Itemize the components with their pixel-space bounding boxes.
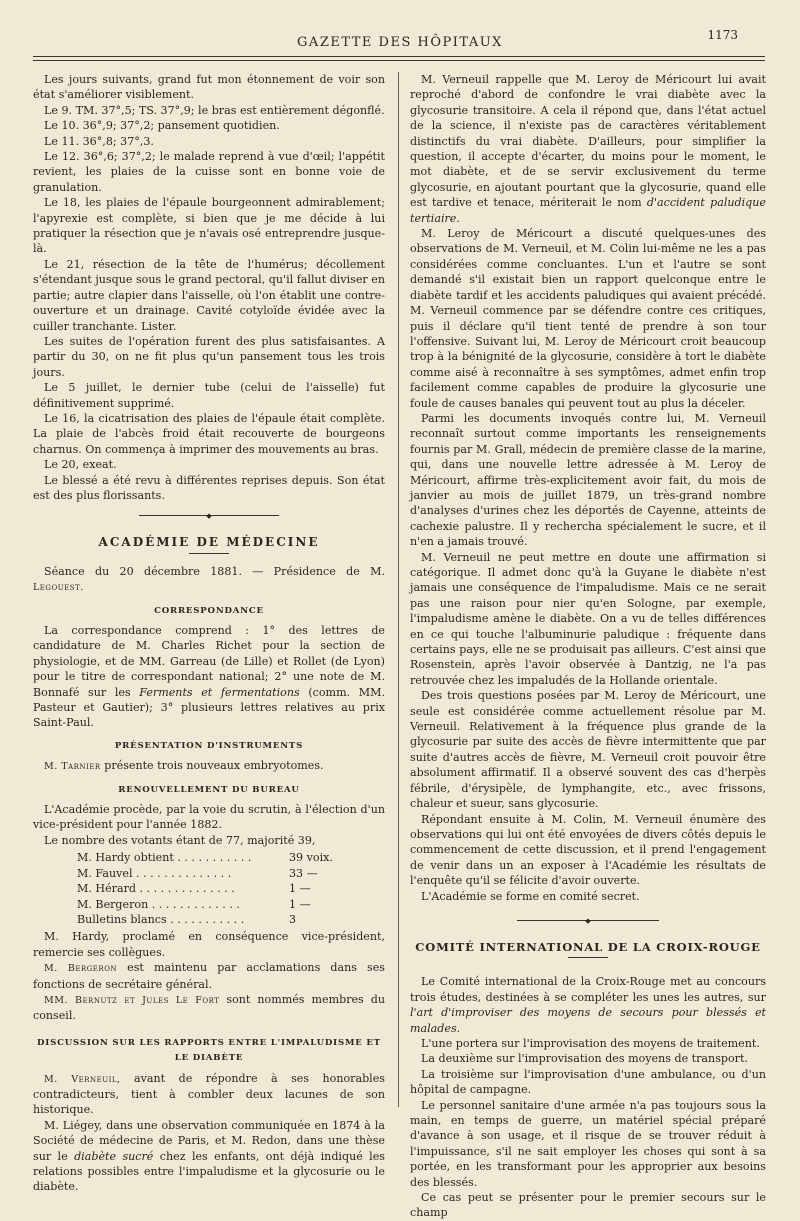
- running-title: GAZETTE DES HÔPITAUX: [297, 35, 503, 50]
- italic-title: l'art d'improviser des moyens de secours pour blessés et malades.: [410, 1006, 766, 1035]
- italic-term: d'accident paludique tertiaire.: [410, 196, 766, 225]
- speaker-name: M. Tarnier: [44, 761, 101, 773]
- text-span: M. Verneuil rappelle que M. Leroy de Méricourt lui avait reproché d'abord de confondre le vrai diabète avec la glycosurie transitoire. A cela il répond que, dans l'état actuel de la science, il n'existe pas de caractères véritablement distinctifs du vrai diabète. D'ailleurs, pour simplifier la question, il accepte d'écarter, du moins pour le moment, le mot diabète, et de se servir exclusivement du terme glycosurie, en ajoutant pourtant que la glycosurie, quand elle est tardive et tenace, mériterait le nom: [410, 73, 766, 210]
- vote-row: [77, 881, 337, 896]
- vote-name: M. Hardy obtient . . . . . . . . . . .: [77, 851, 252, 865]
- vote-row: [77, 866, 337, 881]
- section-separator: [410, 914, 766, 926]
- paragraph: Le 5 juillet, le dernier tube (celui de l'aisselle) fut définitivement supprimé.: [33, 381, 385, 410]
- italic-term: diabète sucré: [74, 1149, 154, 1163]
- paragraph: L'une portera sur l'improvisation des moyens de traitement.: [421, 1036, 760, 1050]
- text-span: est maintenu par acclamations dans ses fonctions de secrétaire général.: [33, 961, 385, 991]
- vote-name: M. Fauvel . . . . . . . . . . . . . .: [77, 866, 232, 880]
- paragraph: [33, 1118, 385, 1195]
- right-column: [410, 72, 766, 1221]
- page-number: 1173: [707, 28, 738, 42]
- section-separator: [33, 509, 385, 521]
- speaker-name: M. Verneuil,: [44, 1073, 121, 1085]
- president-name: Legouest.: [33, 582, 84, 594]
- speaker-name: M. Bergeron: [44, 963, 118, 975]
- paragraph: Des trois questions posées par M. Leroy de Méricourt, une seule est considérée comme actuellement résolue par M. Verneuil. Relativement à la fréquence plus grande de la glycosurie par suite des accès de fièvre intermittente que par suite d'autres accès de fièvre, M. Verneuil croit pouvoir être absolument affirmatif. Il a observé souvent des cas d'herpès fébrile, d'érysipèle, de lymphangite, etc., avec frissons, chaleur et sueur, sans glycosurie.: [410, 689, 766, 811]
- header-rule-bottom: [33, 60, 765, 61]
- paragraph: [33, 960, 385, 992]
- subsection-title: CORRESPONDANCE: [154, 605, 264, 616]
- vote-row: [77, 897, 337, 912]
- text-span: Le Comité international de la Croix-Rouge met au concours trois études, destinées à se compléter les unes les autres, sur: [410, 975, 766, 1004]
- paragraph: Les suites de l'opération furent des plus satisfaisantes. A partir du 30, on ne fit plus qu'un pansement tous les trois jours.: [33, 334, 385, 379]
- paragraph: [410, 974, 766, 1036]
- paragraph: Le 18, les plaies de l'épaule bourgeonnent admirablement; l'apyrexie est complète, si bien que je me décide à lui pratiquer la résection que je n'avais osé entreprendre jusque-là.: [33, 196, 385, 256]
- paragraph: Le 20, exeat.: [44, 458, 117, 472]
- paragraph: Le blessé a été revu à différentes reprises depuis. Son état est des plus florissants.: [33, 473, 385, 502]
- paragraph: Le nombre des votants étant de 77, majorité 39,: [44, 833, 316, 847]
- title-underline: [568, 957, 608, 958]
- vote-count: 1 —: [289, 882, 311, 896]
- paragraph: La troisième sur l'improvisation d'une ambulance, ou d'un hôpital de campagne.: [410, 1067, 766, 1097]
- paragraph: L'Académie se forme en comité secret.: [421, 889, 640, 903]
- text-span: présente trois nouveaux embryotomes.: [100, 759, 324, 773]
- vote-name: M. Hérard . . . . . . . . . . . . . .: [77, 882, 235, 896]
- vote-table: [77, 850, 385, 927]
- paragraph: Les jours suivants, grand fut mon étonnement de voir son état s'améliorer visiblement.: [33, 73, 385, 102]
- paragraph: La deuxième sur l'improvisation des moyens de transport.: [421, 1052, 748, 1066]
- text-span: La correspondance comprend : 1° des lettres de candidature de M. Charles Richet pour la section de physiologie, et de MM. Garreau (de Lille) et Rollet (de Lyon) pour le titre de correspondant national; 2° une note de M. Bonnafé sur les: [33, 624, 385, 699]
- paragraph: Parmi les documents invoqués contre lui, M. Verneuil reconnaît surtout comme importants les renseignements fournis par M. Grall, médecin de première classe de la marine, qui, dans une nouvelle lettre adressée à M. Leroy de Méricourt, affirme très-explicitement avoir fait, du mois de janvier au mois de juillet 1879, un très-grand nombre d'analyses d'urines chez les déportés de Cayenne, atteints de cachexie palustre. Il y rechercha spécialement le sucre, et il n'en a jamais trouvé.: [410, 411, 766, 549]
- session-prefix: Séance du 20 décembre 1881. — Présidence de M.: [44, 564, 385, 578]
- vote-row: [77, 912, 337, 927]
- left-column: [33, 72, 385, 1195]
- header-rule-top: [33, 56, 765, 57]
- paragraph: [33, 758, 385, 774]
- title-underline: [189, 553, 229, 554]
- paragraph: [33, 1071, 385, 1118]
- temperature-line: Le 9. TM. 37°,5; TS. 37°,9; le bras est entièrement dégonflé.: [44, 103, 385, 117]
- paragraph: M. Verneuil ne peut mettre en doute une affirmation si catégorique. Il admet donc qu'à la Guyane le diabète n'est jamais une conséquence de l'impaludisme. Mais ce ne serait pas une raison pour nier qu'en Sologne, par exemple, l'impaludisme amène le diabète. On a vu de telles différences en ce qui touche l'albuminurie paludique : fréquente dans certains pays, elle ne se produisait pas ailleurs. C'est ainsi que Rosenstein, après l'avoir observée à Dantzig, ne l'a pas retrouvée chez les impaludés de la Hollande orientale.: [410, 550, 766, 687]
- vote-row: [77, 850, 337, 865]
- section-title-academie: ACADÉMIE DE MÉDECINE: [98, 535, 320, 550]
- temperature-line: Le 11. 36°,8; 37°,3.: [44, 134, 154, 148]
- vote-count: 1 —: [289, 897, 311, 911]
- vote-name: Bulletins blancs . . . . . . . . . . .: [77, 912, 245, 926]
- paragraph: Ce cas peut se présenter pour le premier secours sur le champ: [410, 1191, 766, 1220]
- vote-count: 3: [289, 912, 297, 926]
- section-title-croix-rouge: COMITÉ INTERNATIONAL DE LA CROIX-ROUGE: [415, 939, 761, 954]
- paragraph: Le 21, résection de la tête de l'humérus; décollement s'étendant jusque sous le grand pectoral, qu'il fallut diviser en partie; autre clapier dans l'aisselle, où l'on établit une contre-ouverture et un drainage. Cavité cotyloïde évidée avec la cuiller tranchante. Lister.: [33, 257, 385, 333]
- column-divider: [398, 72, 399, 1107]
- paragraph: M. Leroy de Méricourt a discuté quelques-unes des observations de M. Verneuil, et M. Colin lui-même ne les a pas considérées comme concluantes. L'un et l'autre se sont demandé s'il existait bien un rapport quelconque entre le diabète tardif et les accidents paludiques qui avaient précédé. M. Verneuil commence par se défendre contre ces critiques, puis il déclare qu'il tient tenté de prendre à son tour l'offensive. Suivant lui, M. Leroy de Méricourt croit beaucoup trop à la bénignité de la glycosurie, considère à tort le diabète comme aisé à reconnaître à ses symptômes, admet enfin trop facilement comme capables de produire la glycosurie une foule de causes banales qui peuvent tout au plus la déceler.: [410, 227, 766, 410]
- text-span: avant de répondre à ses honorables contradicteurs, tient à combler deux lacunes de son historique.: [33, 1071, 385, 1117]
- paragraph: [410, 72, 766, 226]
- text-span: M. Liégey, dans une observation communiquée en 1874 à la Société de médecine de Paris, et M. Redon, dans une thèse sur le: [33, 1118, 385, 1163]
- temperature-line: Le 10. 36°,9; 37°,2; pansement quotidien.: [44, 119, 280, 133]
- vote-count: 33 —: [289, 866, 318, 880]
- italic-title: Ferments et fermentations: [139, 685, 300, 699]
- temperature-line: Le 12. 36°,6; 37°,2; le malade reprend à vue d'œil; l'appétit revient, les plaies de la cuisse sont en bonne voie de granulation.: [33, 150, 385, 194]
- paragraph: M. Hardy, proclamé en conséquence vice-président, remercie ses collègues.: [33, 930, 385, 959]
- text-span: (comm. MM. Pasteur et Gautier); 3° plusieurs lettres relatives au prix Saint-Paul.: [33, 685, 386, 730]
- subsection-title: PRÉSENTATION D'INSTRUMENTS: [114, 740, 304, 751]
- vote-count: 39 voix.: [289, 851, 333, 865]
- text-span: chez les enfants, ont déjà indiqué les relations possibles entre l'impaludisme et la glycosurie ou le diabète.: [33, 1149, 385, 1194]
- session-line: [33, 564, 385, 596]
- subsection-title: RENOUVELLEMENT DU BUREAU: [118, 784, 300, 795]
- text-span: sont nommés membres du conseil.: [33, 992, 385, 1023]
- paragraph: L'Académie procède, par la voie du scrutin, à l'élection d'un vice-président pour l'année 1882.: [33, 803, 385, 832]
- paragraph: [33, 623, 385, 731]
- paragraph: [33, 992, 385, 1024]
- paragraph: Répondant ensuite à M. Colin, M. Verneuil énumère des observations qui lui ont été envoyées de divers côtés depuis le commencement de cette discussion, et il prend l'engagement de venir dans un an exposer à l'Académie les résultats de l'enquête qu'il se félicite d'avoir ouverte.: [410, 812, 766, 888]
- paragraph: Le personnel sanitaire d'une armée n'a pas toujours sous la main, en temps de guerre, un matériel spécial préparé d'avance à son usage, et il risque de se trouver réduit à l'impuissance, s'il ne sait employer les choses qui sont à sa portée, en les transformant pour les approprier aux besoins des blessés.: [410, 1098, 766, 1189]
- speaker-name: MM. Bernutz et Jules Le Fort: [44, 994, 220, 1006]
- subsection-title: DISCUSSION SUR LES RAPPORTS ENTRE L'IMPALUDISME ET LE DIABÈTE: [37, 1037, 381, 1064]
- paragraph: Le 16, la cicatrisation des plaies de l'épaule était complète. La plaie de l'abcès froid était recouverte de bourgeons charnus. On commença à imprimer des mouvements au bras.: [33, 411, 385, 456]
- vote-name: M. Bergeron . . . . . . . . . . . . .: [77, 897, 240, 911]
